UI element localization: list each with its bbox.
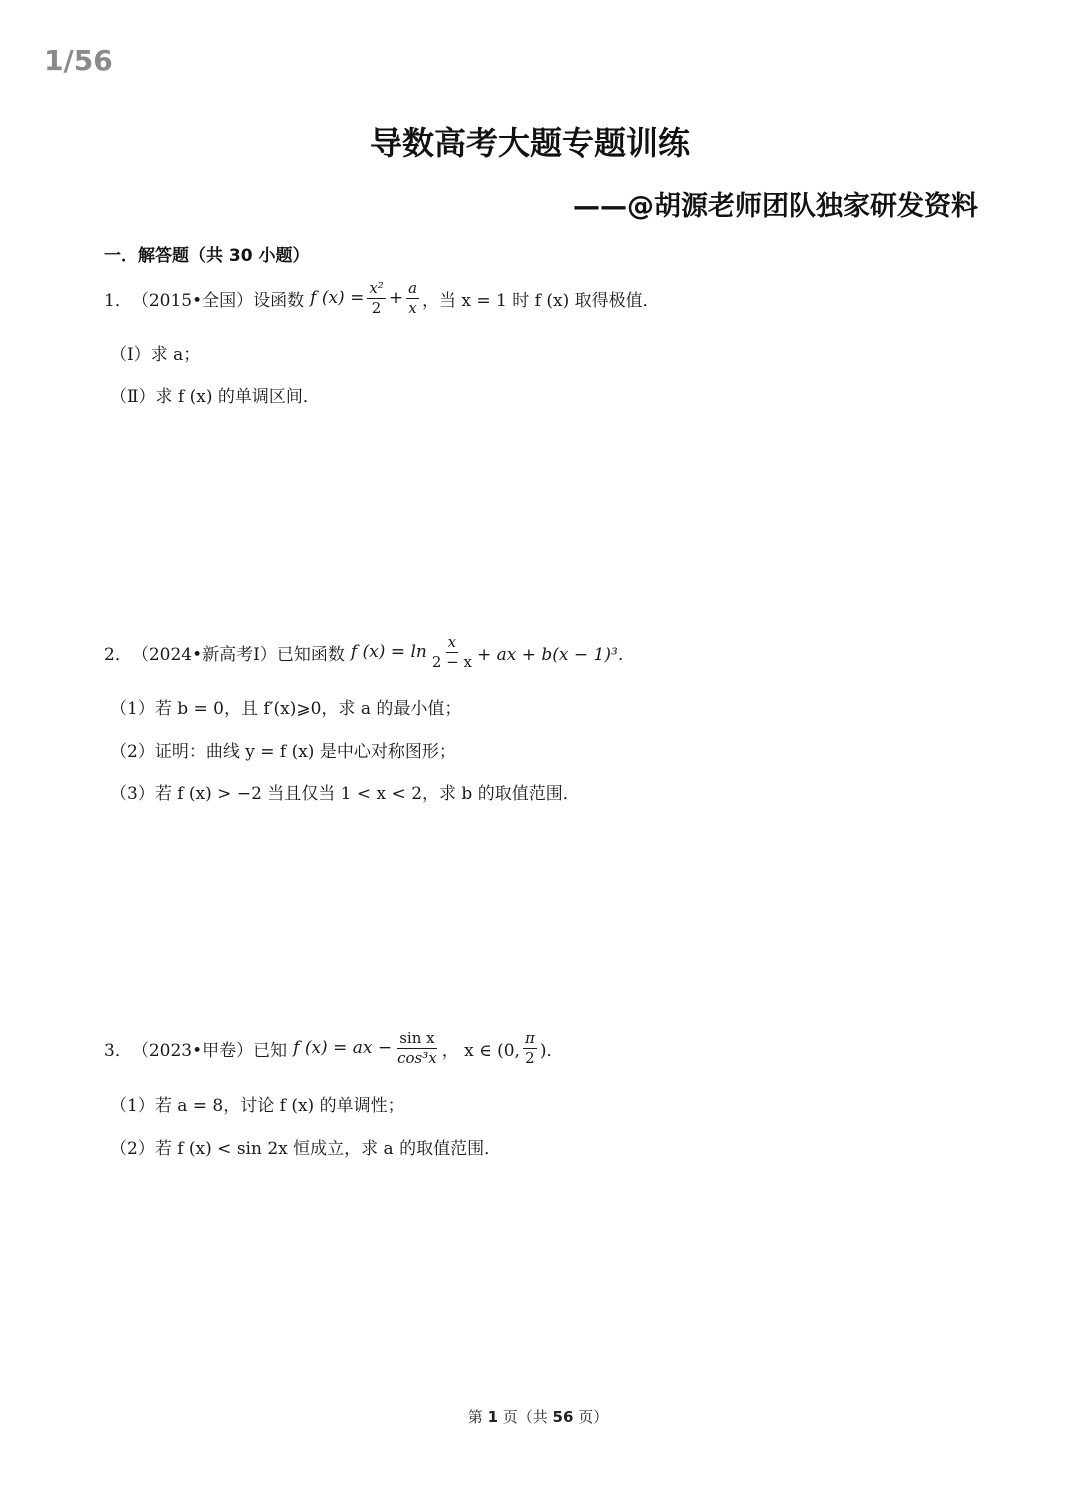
function-expression: f (x) = (310, 288, 365, 308)
document-subtitle: ——@胡源老师团队独家研发资料 (573, 191, 978, 222)
section-heading: 一．解答题（共 30 小题） (104, 246, 310, 266)
problem-text: 已知 (253, 1040, 288, 1061)
problem-2-statement (104, 634, 635, 670)
plus-sign: + (388, 288, 404, 308)
problem-3-statement (104, 1030, 563, 1066)
problem-part: （Ⅰ）求 a； (110, 345, 201, 365)
fraction (523, 1030, 537, 1066)
problem-text: 已知函数 (276, 644, 345, 665)
fraction (395, 1030, 439, 1066)
fraction-denominator: 2 − x (431, 652, 472, 671)
problem-text: 设函数 (253, 290, 305, 311)
problem-part: （Ⅱ）求 f (x) 的单调区间． (110, 387, 320, 407)
problem-number: 3． (104, 1040, 132, 1061)
footer-total-pages: 56 (552, 1408, 574, 1426)
fraction-numerator: sin x (399, 1029, 435, 1047)
fraction-denominator: 2 (525, 1048, 535, 1067)
problem-number: 2． (104, 644, 132, 665)
footer-middle: 页（共 (498, 1408, 553, 1426)
function-expression: f (x) = ln (350, 642, 427, 662)
function-expression: f (x) = ax − (293, 1038, 393, 1058)
problem-part: （2）证明：曲线 y = f (x) 是中心对称图形； (110, 742, 456, 762)
problem-part: （1）若 a = 8，讨论 f (x) 的单调性； (110, 1096, 405, 1116)
footer-prefix: 第 (467, 1408, 488, 1426)
footer-suffix: 页） (573, 1408, 609, 1426)
fraction-numerator: π (524, 1029, 535, 1047)
fraction-denominator: 2 (371, 298, 382, 317)
problem-text: ， x ∈ (0, (441, 1040, 520, 1061)
problem-1-statement (104, 280, 660, 316)
footer-page-number: 1 (487, 1408, 498, 1426)
problem-source: （2023•甲卷） (131, 1040, 254, 1061)
fraction-numerator: a (408, 279, 418, 297)
document-title: 导数高考大题专题训练 (369, 124, 690, 162)
fraction-numerator: x² (369, 279, 384, 297)
page-footer (0, 1406, 1076, 1427)
fraction-numerator: x (447, 633, 457, 651)
problem-text: )． (539, 1040, 564, 1061)
problem-part: （2）若 f (x) < sin 2x 恒成立，求 a 的取值范围． (110, 1139, 502, 1159)
fraction (406, 280, 419, 316)
problem-source: （2015•全国） (131, 290, 254, 311)
problem-part: （3）若 f (x) > −2 当且仅当 1 < x < 2，求 b 的取值范围． (110, 784, 580, 804)
fraction (367, 280, 385, 316)
problem-number: 1． (104, 290, 132, 311)
problem-source: （2024•新高考Ⅰ） (131, 644, 277, 665)
fraction-denominator: x (408, 298, 417, 317)
problem-part: （1）若 b = 0，且 f′(x)⩾0，求 a 的最小值； (110, 699, 462, 719)
page-indicator: 1/56 (44, 44, 113, 77)
problem-text: ，当 x = 1 时 f (x) 取得极值． (422, 290, 660, 311)
problem-text: + ax + b(x − 1)³． (476, 644, 635, 665)
fraction-denominator: cos³x (397, 1048, 437, 1067)
fraction (430, 634, 474, 670)
